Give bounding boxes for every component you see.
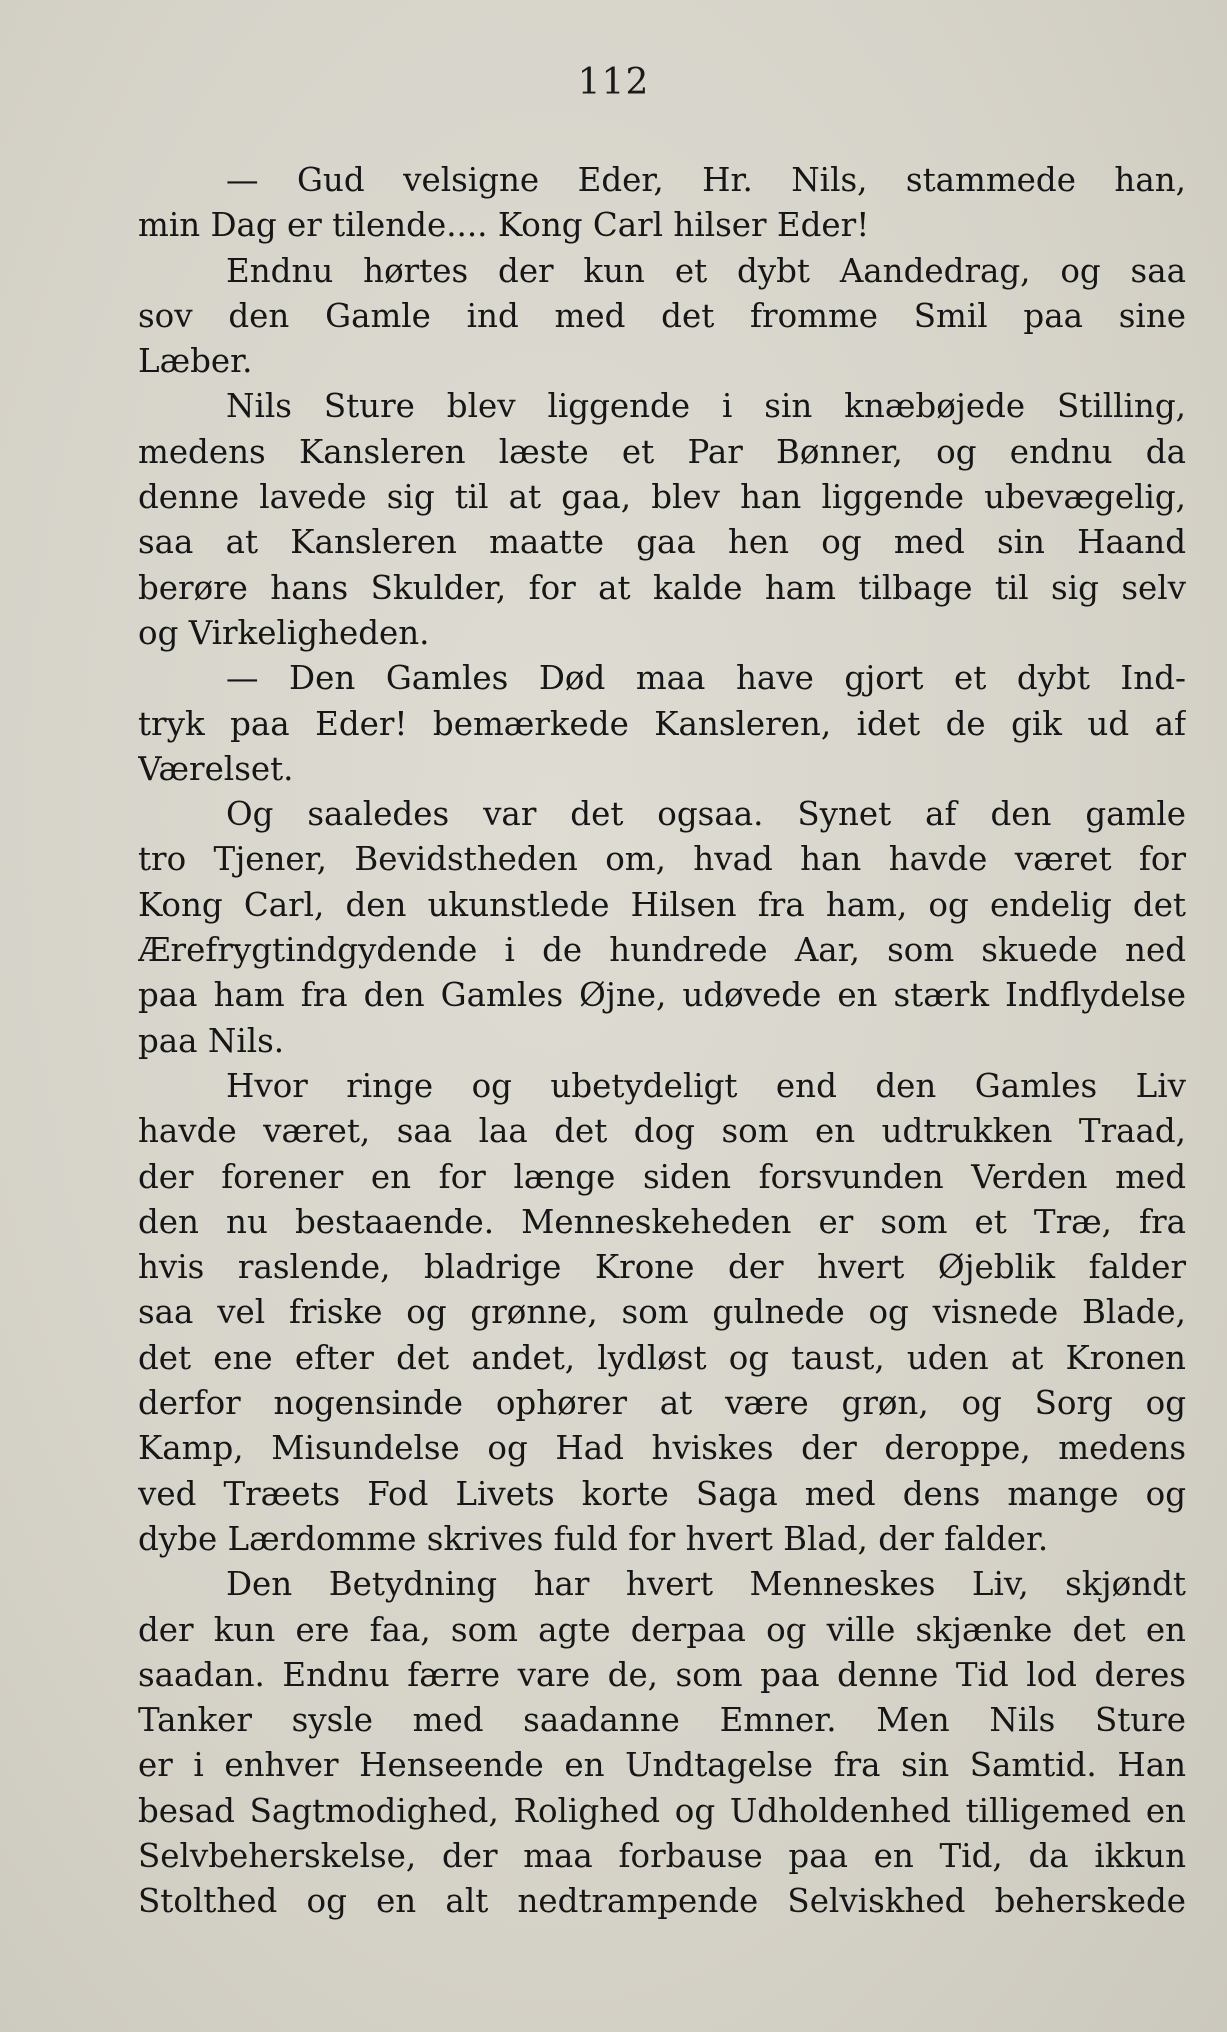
body-text xyxy=(138,158,1186,1925)
text-line: Ærefrygtindgydende i de hundrede Aar, som skuede ned xyxy=(138,931,1186,970)
page-number: 112 xyxy=(577,62,650,103)
text-line: medens Kansleren læste et Par Bønner, og endnu da xyxy=(138,432,1186,471)
text-line: Den Betydning har hvert Menneskes Liv, skjøndt xyxy=(226,1565,1186,1604)
text-line: Og saaledes var det ogsaa. Synet af den gamle xyxy=(226,795,1186,834)
text-line: havde været, saa laa det dog som en udtrukken Traad, xyxy=(138,1112,1186,1151)
text-line: denne lavede sig til at gaa, blev han liggende ubevægelig, xyxy=(138,478,1186,517)
text-line: er i enhver Henseende en Undtagelse fra sin Samtid. Han xyxy=(138,1746,1186,1785)
text-line: Værelset. xyxy=(138,749,294,788)
text-line: det ene efter det andet, lydløst og taust, uden at Kronen xyxy=(138,1338,1186,1377)
text-line: og Virkeligheden. xyxy=(138,613,430,652)
text-line: Nils Sture blev liggende i sin knæbøjede Stilling, xyxy=(226,387,1186,426)
text-line: Endnu hørtes der kun et dybt Aandedrag, og saa xyxy=(226,251,1186,290)
text-line: — Den Gamles Død maa have gjort et dybt Ind- xyxy=(226,659,1186,698)
text-line: Selvbeherskelse, der maa forbause paa en Tid, da ikkun xyxy=(138,1836,1186,1875)
text-line: derfor nogensinde ophører at være grøn, og Sorg og xyxy=(138,1384,1186,1423)
text-line: ved Træets Fod Livets korte Saga med dens mange og xyxy=(138,1474,1186,1513)
text-line: der kun ere faa, som agte derpaa og ville skjænke det en xyxy=(138,1610,1186,1649)
text-line: besad Sagtmodighed, Rolighed og Udholdenhed tilligemed en xyxy=(138,1791,1186,1830)
text-line: tro Tjener, Bevidstheden om, hvad han havde været for xyxy=(138,840,1186,879)
text-line: dybe Lærdomme skrives fuld for hvert Blad, der falder. xyxy=(138,1519,1049,1558)
text-line: paa ham fra den Gamles Øjne, udøvede en stærk Indflydelse xyxy=(138,976,1186,1015)
text-line: Kong Carl, den ukunstlede Hilsen fra ham, og endelig det xyxy=(138,885,1186,924)
text-line: paa Nils. xyxy=(138,1021,285,1060)
text-line: Læber. xyxy=(138,342,253,381)
text-line: saa vel friske og grønne, som gulnede og visnede Blade, xyxy=(138,1293,1186,1332)
text-line: saadan. Endnu færre vare de, som paa denne Tid lod deres xyxy=(138,1655,1186,1694)
text-line: tryk paa Eder! bemærkede Kansleren, idet de gik ud af xyxy=(138,704,1186,743)
text-line: berøre hans Skulder, for at kalde ham tilbage til sig selv xyxy=(138,568,1186,607)
text-line: saa at Kansleren maatte gaa hen og med sin Haand xyxy=(138,523,1186,562)
text-line: Hvor ringe og ubetydeligt end den Gamles Liv xyxy=(226,1066,1186,1105)
text-line: den nu bestaaende. Menneskeheden er som et Træ, fra xyxy=(138,1202,1186,1241)
text-line: — Gud velsigne Eder, Hr. Nils, stammede han, xyxy=(226,161,1186,199)
text-line: Stolthed og en alt nedtrampende Selviskhed beherskede xyxy=(138,1882,1186,1921)
text-line: min Dag er tilende.... Kong Carl hilser Eder! xyxy=(138,206,870,245)
text-line: Tanker sysle med saadanne Emner. Men Nils Sture xyxy=(138,1701,1186,1740)
text-line: der forener en for længe siden forsvunden Verden med xyxy=(138,1157,1186,1196)
text-line: hvis raslende, bladrige Krone der hvert Øjeblik falder xyxy=(138,1248,1186,1287)
text-line: Kamp, Misundelse og Had hviskes der deroppe, medens xyxy=(138,1429,1186,1468)
text-line: sov den Gamle ind med det fromme Smil paa sine xyxy=(138,296,1186,335)
